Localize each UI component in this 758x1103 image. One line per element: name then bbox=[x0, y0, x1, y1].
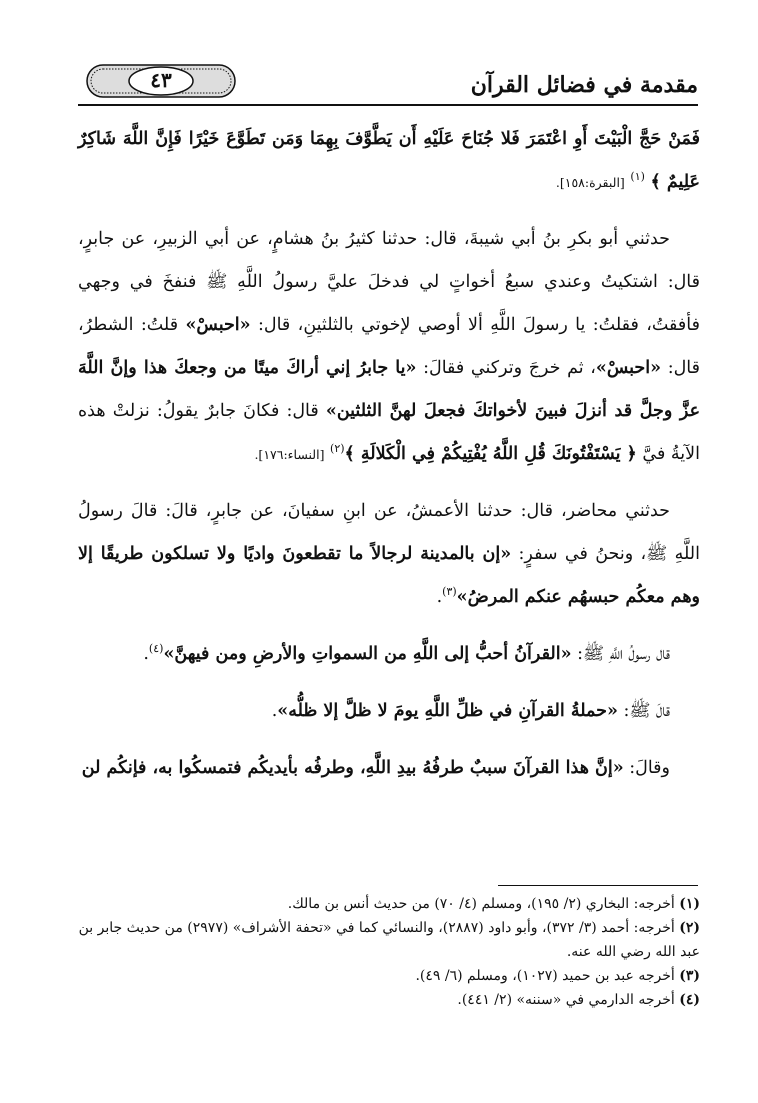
narration-text: حدثني أبو بكرِ بنُ أبي شيبةَ، قال: حدثنا كثيرُ بنُ هشامٍ، عن أبي الزبيرِ، عن جابرٍ، قال: اشتكيتُ وعندي سبعُ أخواتٍ لي فدخلَ عليَّ رسولُ اللَّهِ ﷺ فنفخَ في وجهي فأفقتُ، فقلتُ: يا رسولَ اللَّهِ ألا أوصي لإخوتي بالثلثينِ، قال: bbox=[78, 229, 700, 335]
hadith-quote: «يا جابرُ إني أراكَ ميتًا من وجعكَ هذا وإنَّ اللَّهَ عزَّ وجلَّ قد أنزلَ فبينَ لأخواتكَ فجعلَ لهنَّ الثلثين» bbox=[78, 358, 701, 421]
page-header bbox=[78, 58, 698, 110]
footnote-divider bbox=[498, 885, 698, 886]
paragraph-6 bbox=[78, 747, 700, 790]
footnote-number: (٣) bbox=[679, 968, 700, 984]
footnote-marker: (٤) bbox=[148, 642, 164, 656]
footnote-1 bbox=[78, 892, 700, 916]
sentence-end: . bbox=[143, 644, 149, 664]
sentence-end: . bbox=[436, 587, 443, 607]
footnote-text: أخرجه عبد بن حميد (١٠٢٧)، ومسلم (٦/ ٤٩). bbox=[415, 968, 675, 984]
running-title: مقدمة في فضائل القرآن bbox=[470, 72, 698, 98]
footnote-text: أخرجه: أحمد (٣/ ٣٧٢)، وأبو داود (٢٨٨٧)، والنسائي كما في «تحفة الأشراف» (٢٩٧٧) من حديث جابر بن عبد الله رضي الله عنه. bbox=[78, 920, 700, 960]
sentence-end: . bbox=[271, 701, 278, 721]
narration-text: قال: فكانَ جابرٌ يقولُ: نزلتْ هذه الآيةُ فيَّ bbox=[78, 401, 700, 464]
hadith-quote: «القرآنُ أحبُّ إلى اللَّهِ من السمواتِ والأرضِ ومن فيهنَّ» bbox=[163, 644, 572, 664]
narration-text: قالَ ﷺ: bbox=[617, 701, 670, 721]
footnote-number: (٢) bbox=[679, 920, 700, 936]
paragraph-3 bbox=[78, 490, 700, 619]
hadith-quote: «حملةُ القرآنِ في ظلِّ اللَّهِ يومَ لا ظلَّ إلا ظلُّه» bbox=[277, 701, 618, 721]
footnote-3 bbox=[78, 964, 700, 988]
paragraph-5 bbox=[78, 690, 700, 733]
quran-verse: فَمَنْ حَجَّ الْبَيْتَ أَوِ اعْتَمَرَ فَلا جُنَاحَ عَلَيْهِ أَن يَطَّوَّفَ بِهِمَا وَمَن تَطَوَّعَ خَيْرًا فَإِنَّ اللَّهَ شَاكِرٌ عَلِيمٌ ﴾ bbox=[78, 129, 700, 192]
paragraph-2 bbox=[78, 218, 700, 476]
footnote-marker: (١) bbox=[630, 170, 645, 184]
page-number: ٤٣ bbox=[150, 68, 172, 92]
quran-verse: ﴿ يَسْتَفْتُونَكَ قُلِ اللَّهُ يُفْتِيكُمْ فِي الْكَلالَةِ ﴾ bbox=[344, 444, 637, 464]
verse-reference: [النساء:١٧٦]. bbox=[254, 447, 325, 462]
narration-text: ، ثم خرجَ وتركني فقالَ: bbox=[416, 358, 596, 378]
footnote-number: (٤) bbox=[679, 992, 700, 1008]
hadith-quote: «احبسْ» bbox=[185, 315, 251, 335]
verse-reference: [البقرة:١٥٨]. bbox=[555, 175, 625, 190]
footnote-text: أخرجه الدارمي في «سننه» (٢/ ٤٤١). bbox=[457, 992, 675, 1008]
narration-text: وقالَ: bbox=[623, 758, 670, 778]
footnote-number: (١) bbox=[679, 896, 700, 912]
hadith-quote: «إن بالمدينة لرجالاً ما تقطعونَ واديًا ولا تسلكون طريقًا إلا وهم معكُم حبسهُم عنكم المرضُ» bbox=[78, 544, 700, 607]
paragraph-1 bbox=[78, 118, 700, 204]
hadith-quote: «إنَّ هذا القرآنَ سببٌ طرفُهُ بيدِ اللَّهِ، وطرفُه بأيديكُم فتمسكُوا به، فإنكُم لن bbox=[81, 758, 624, 778]
footnotes bbox=[78, 892, 700, 1012]
footnote-marker: (٣) bbox=[442, 585, 457, 599]
paragraph-4 bbox=[78, 633, 700, 676]
narration-text: قال رسولُ اللَّهِ ﷺ: bbox=[571, 644, 670, 664]
main-text bbox=[78, 118, 700, 804]
footnote-text: أخرجه: البخاري (٢/ ١٩٥)، ومسلم (٤/ ٧٠) من حديث أنس بن مالك. bbox=[287, 896, 675, 912]
narration-text: حدثني محاضر، قال: حدثنا الأعمشُ، عن ابنِ سفيانَ، عن جابرٍ، قالَ: قالَ رسولُ اللَّهِ ﷺ، ونحنُ في سفرٍ: bbox=[78, 501, 700, 564]
page-number-badge bbox=[86, 64, 236, 98]
hadith-quote: «احبسْ» bbox=[595, 358, 662, 378]
footnote-4 bbox=[78, 988, 700, 1012]
narration-text: قلتُ: الشطرُ، قال: bbox=[78, 315, 701, 378]
header-divider bbox=[78, 104, 698, 106]
footnote-marker: (٢) bbox=[330, 442, 345, 456]
footnote-2 bbox=[78, 916, 700, 964]
